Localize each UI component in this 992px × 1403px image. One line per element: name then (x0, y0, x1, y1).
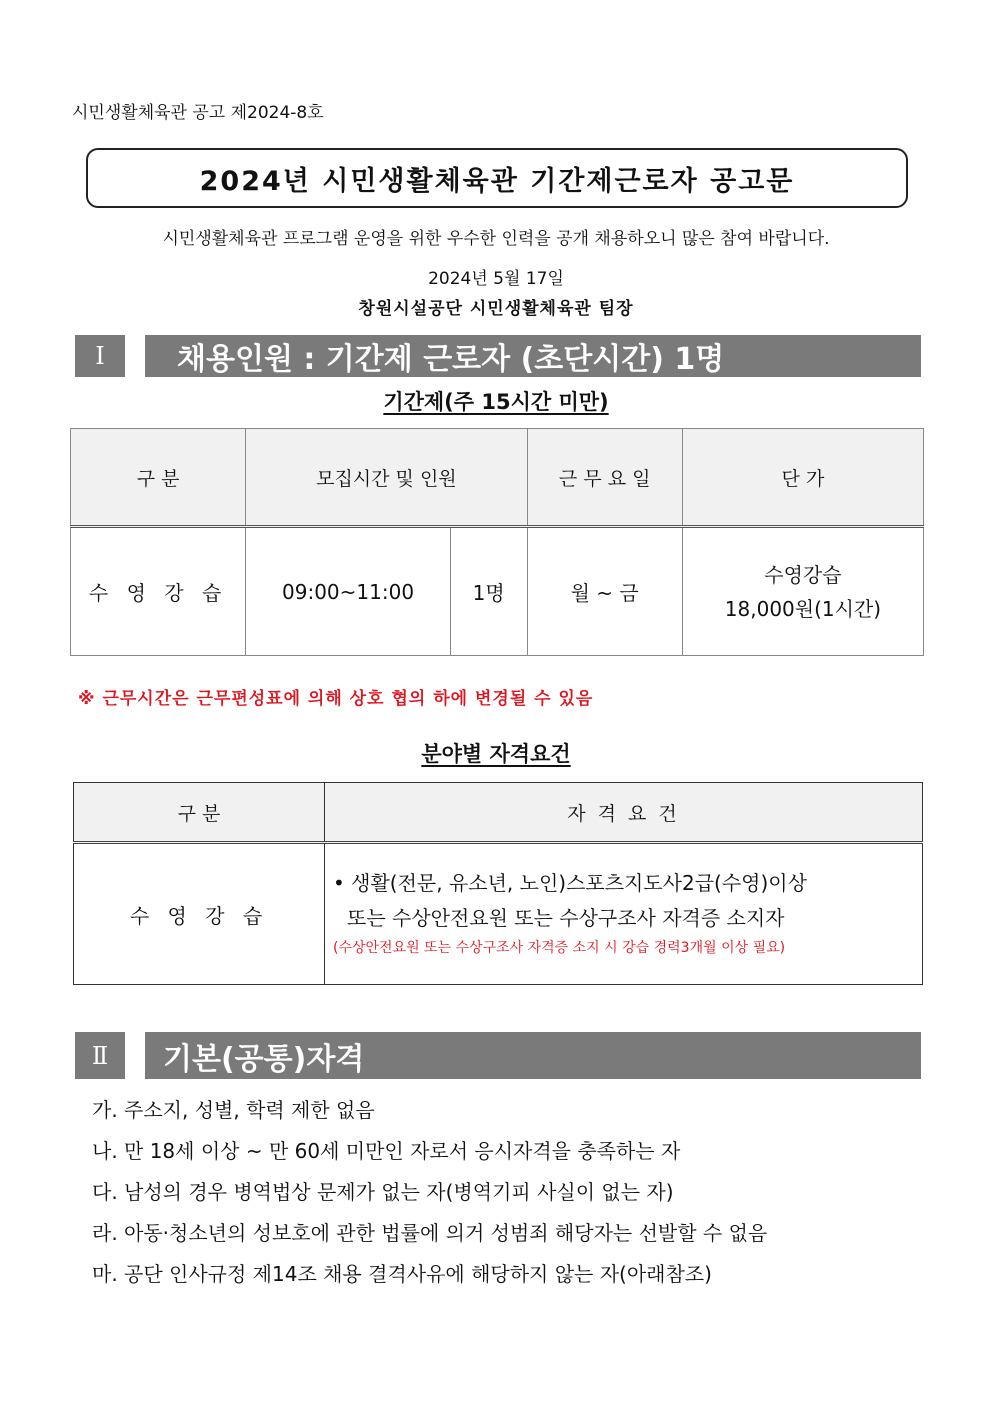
issuer: 창원시설공단 시민생활체육관 팀장 (358, 299, 634, 319)
header-price: 단 가 (682, 429, 923, 527)
intro-text: 시민생활체육관 프로그램 운영을 위한 우수한 인력을 공개 채용하오니 많은 참여 바랍니다. (162, 229, 830, 249)
notice-date: 2024년 5월 17일 (428, 269, 564, 289)
qual-cell-category: 수 영 강 습 (74, 843, 325, 985)
header-category: 구 분 (71, 429, 246, 527)
recruitment-table (70, 428, 924, 656)
requirement-note: (수상안전요원 또는 수상구조사 자격증 소지 시 강습 경력3개월 이상 필요) (333, 940, 786, 957)
basic-qualifications-list (92, 1094, 767, 1299)
price-line-1: 수영강습 (764, 562, 842, 587)
table-row (74, 843, 923, 985)
header-time-count: 모집시간 및 인원 (246, 429, 527, 527)
notice-number: 시민생활체육관 공고 제2024-8호 (72, 103, 324, 123)
list-item: 마. 공단 인사규정 제14조 채용 결격사유에 해당하지 않는 자(아래참조) (92, 1262, 712, 1286)
header-workdays: 근 무 요 일 (527, 429, 682, 527)
qualification-table (73, 782, 923, 985)
qual-cell-requirements (325, 843, 923, 985)
qualification-title-text: 분야별 자격요건 (421, 742, 571, 766)
work-hours-warning: ※ 근무시간은 근무편성표에 의해 상호 협의 하에 변경될 수 있음 (78, 689, 594, 709)
requirement-line-2: 또는 수상안전요원 또는 수상구조사 자격증 소지자 (347, 906, 785, 931)
document-title: 2024년 시민생활체육관 기간제근로자 공고문 (86, 148, 908, 208)
list-item: 가. 주소지, 성별, 학력 제한 없음 (92, 1098, 375, 1122)
cell-time: 09:00~11:00 (246, 527, 451, 656)
cell-count: 1명 (450, 527, 527, 656)
section-2-title: 기본(공통)자격 (145, 1032, 921, 1079)
cell-category: 수 영 강 습 (71, 527, 246, 656)
section-1-title: 채용인원 : 기간제 근로자 (초단시간) 1명 (145, 335, 921, 377)
table-header-row (71, 429, 924, 527)
section-2-number: Ⅱ (75, 1032, 125, 1079)
requirement-line-1: • 생활(전문, 유소년, 노인)스포츠지도사2급(수영)이상 (333, 871, 807, 896)
qual-header-category: 구 분 (74, 783, 325, 843)
section-1-subtitle (0, 386, 992, 416)
section-1-number: Ⅰ (75, 335, 125, 377)
list-item: 다. 남성의 경우 병역법상 문제가 없는 자(병역기피 사실이 없는 자) (92, 1180, 674, 1204)
cell-price (682, 527, 923, 656)
qual-header-requirements: 자 격 요 건 (325, 783, 923, 843)
section-1-subtitle-text: 기간제(주 15시간 미만) (383, 390, 609, 414)
qualification-title (0, 738, 992, 768)
table-row (71, 527, 924, 656)
cell-days: 월 ~ 금 (527, 527, 682, 656)
price-line-2: 18,000원(1시간) (724, 596, 882, 621)
list-item: 라. 아동·청소년의 성보호에 관한 법률에 의거 성범죄 해당자는 선발할 수 없음 (92, 1221, 768, 1245)
list-item: 나. 만 18세 이상 ~ 만 60세 미만인 자로서 응시자격을 충족하는 자 (92, 1139, 681, 1163)
qual-header-row (74, 783, 923, 843)
